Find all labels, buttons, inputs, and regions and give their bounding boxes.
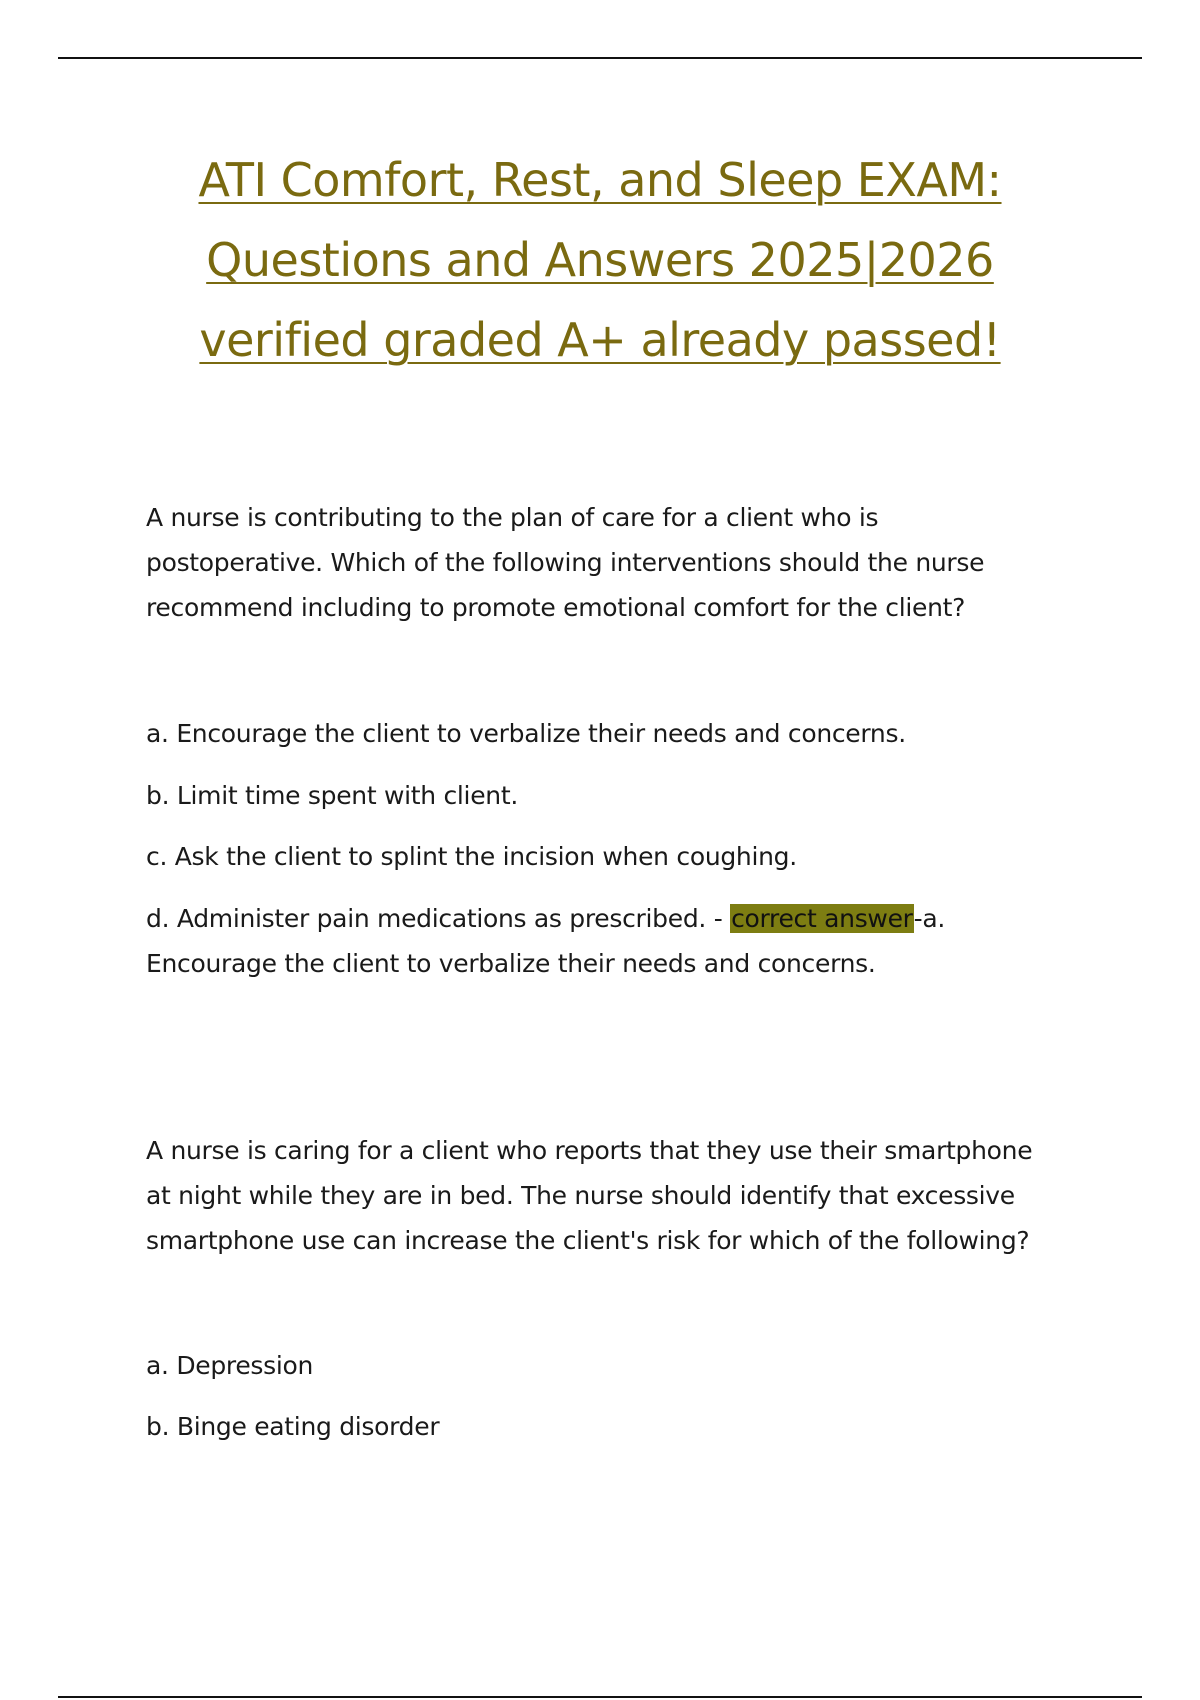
answer-suffix: -a. xyxy=(913,904,946,933)
question-2-option-b: b. Binge eating disorder xyxy=(146,1412,440,1441)
question-2-stem-line-3: smartphone use can increase the client's risk for which of the following? xyxy=(146,1226,1030,1255)
question-1-stem-line-3: recommend including to promote emotional comfort for the client? xyxy=(146,593,966,622)
question-1-stem-line-1: A nurse is contributing to the plan of care for a client who is xyxy=(146,503,879,532)
correct-answer-highlight: correct answer xyxy=(731,904,913,933)
document-title xyxy=(0,140,1200,380)
question-2-option-a: a. Depression xyxy=(146,1351,314,1380)
question-1-stem xyxy=(146,495,1106,630)
question-1-option-a: a. Encourage the client to verbalize their needs and concerns. xyxy=(146,719,906,748)
question-1-stem-line-2: postoperative. Which of the following interventions should the nurse xyxy=(146,548,985,577)
question-1-option-b: b. Limit time spent with client. xyxy=(146,781,518,810)
question-1-option-d: d. Administer pain medications as prescribed. - xyxy=(146,904,731,933)
question-1-option-d-with-answer xyxy=(146,896,1106,986)
bottom-rule xyxy=(58,1696,1142,1698)
question-2-stem xyxy=(146,1128,1106,1263)
title-line-1: ATI Comfort, Rest, and Sleep EXAM: xyxy=(198,153,1002,207)
question-2-stem-line-1: A nurse is caring for a client who reports that they use their smartphone xyxy=(146,1136,1033,1165)
title-line-2: Questions and Answers 2025|2026 xyxy=(206,233,994,287)
question-1-option-c: c. Ask the client to splint the incision when coughing. xyxy=(146,842,797,871)
top-rule xyxy=(58,57,1142,59)
title-line-3: verified graded A+ already passed! xyxy=(199,313,1001,367)
question-2-stem-line-2: at night while they are in bed. The nurse should identify that excessive xyxy=(146,1181,1015,1210)
answer-text: Encourage the client to verbalize their needs and concerns. xyxy=(146,949,876,978)
